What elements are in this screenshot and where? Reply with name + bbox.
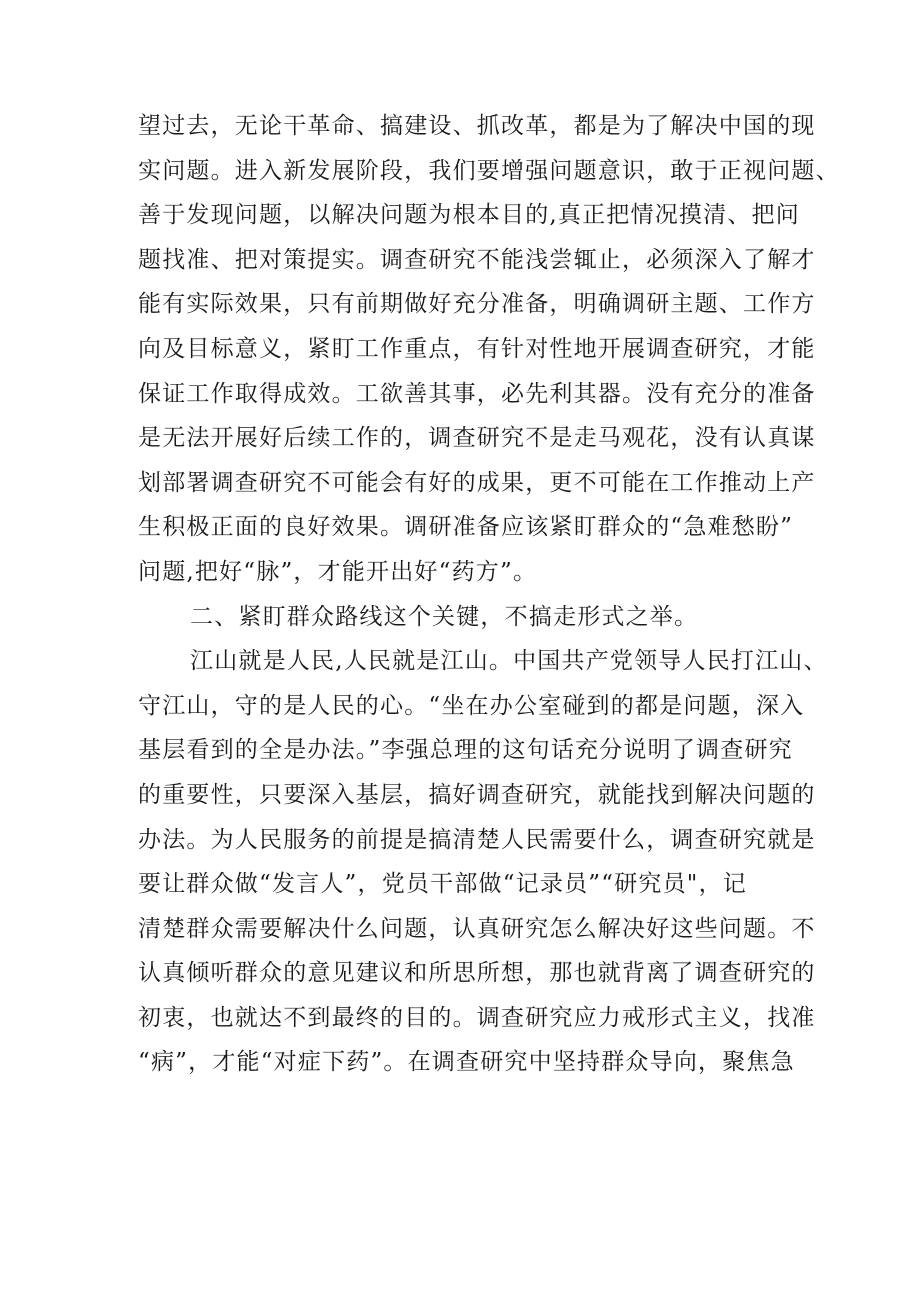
- document-body: [138, 104, 840, 1085]
- paragraph-1-line: 向及目标意义，紧盯工作重点，有针对性地开展调查研究，才能: [138, 335, 816, 362]
- paragraph-1-line: 能有实际效果，只有前期做好充分准备，明确调研主题、工作方: [138, 291, 816, 318]
- paragraph-1-line: 保证工作取得成效。工欲善其事，必先利其器。没有充分的准备: [138, 380, 816, 407]
- paragraph-2-line: 守江山，守的是人民的心。“坐在办公室碰到的都是问题，深入: [138, 692, 805, 719]
- paragraph-2-line: 初衷，也就达不到最终的目的。调查研究应力戒形式主义，找准: [138, 1004, 816, 1031]
- paragraph-1-line: 划部署调查研究不可能会有好的成果，更不可能在工作推动上产: [138, 469, 816, 496]
- paragraph-2-line: 清楚群众需要解决什么问题，认真研究怎么解决好这些问题。不: [138, 915, 816, 942]
- paragraph-1-line: 生积极正面的良好效果。调研准备应该紧盯群众的“急难愁盼”: [138, 514, 794, 541]
- paragraph-2-line: “病”，才能“对症下药”。在调查研究中坚持群众导向，聚焦急: [138, 1049, 795, 1076]
- paragraph-2-line: 办法。为人民服务的前提是搞清楚人民需要什么，调查研究就是: [138, 826, 816, 853]
- paragraph-1-line: 善于发现问题，以解决问题为根本目的,真正把情况摸清、把问: [138, 202, 800, 229]
- paragraph-2-line: 江山就是人民,人民就是江山。中国共产党领导人民打江山、: [190, 648, 828, 675]
- paragraph-1-line: 望过去，无论干革命、搞建设、抓改革，都是为了解决中国的现: [138, 113, 816, 139]
- paragraph-1-line: 问题,把好“脉”，才能开出好“药方”。: [138, 558, 538, 585]
- paragraph-1-line: 题找准、把对策提实。调查研究不能浅尝辄止，必须深入了解才: [138, 246, 816, 273]
- paragraph-2-line: 要让群众做“发言人”，党员干部做“记录员”“研究员"，记: [138, 871, 747, 898]
- paragraph-2-line: 的重要性，只要深入基层，搞好调查研究，就能找到解决问题的: [138, 781, 816, 808]
- paragraph-1-line: 实问题。进入新发展阶段，我们要增强问题意识，敢于正视问题、: [138, 157, 840, 184]
- paragraph-2-line: 基层看到的全是办法。”李强总理的这句话充分说明了调查研究: [138, 737, 793, 764]
- section-heading: 二、紧盯群众路线这个关键，不搞走形式之举。: [190, 603, 699, 630]
- paragraph-2-line: 认真倾听群众的意见建议和所思所想，那也就背离了调查研究的: [138, 960, 816, 987]
- paragraph-1-line: 是无法开展好后续工作的，调查研究不是走马观花，没有认真谋: [138, 425, 816, 452]
